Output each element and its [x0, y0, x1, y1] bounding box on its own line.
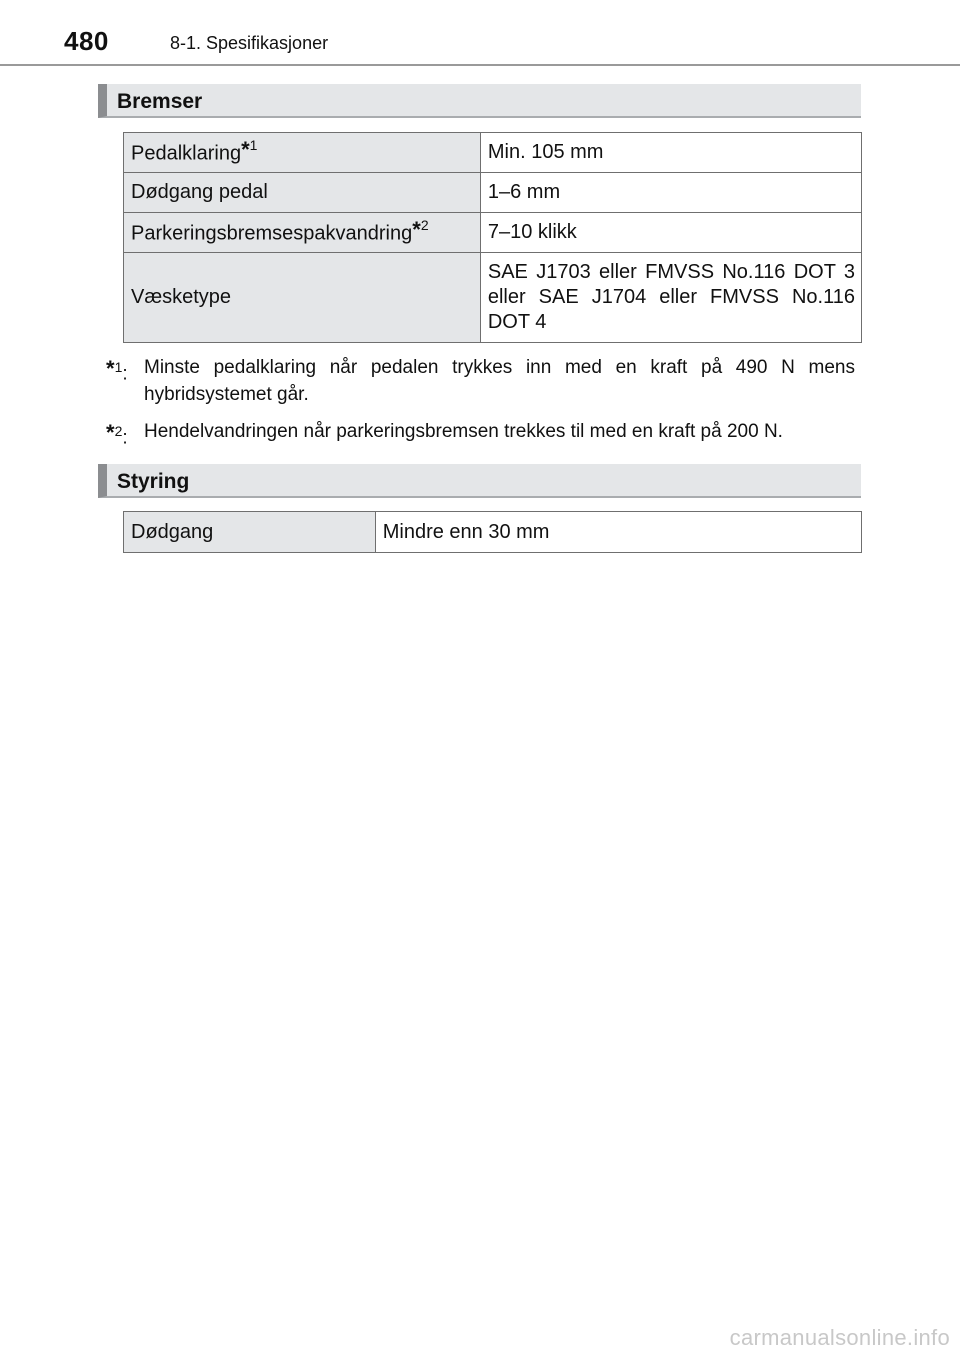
table-row: [124, 512, 862, 553]
footnote-marker: *$^1$:: [106, 356, 128, 385]
footnote-1: [106, 354, 855, 408]
footnote-ref: 2: [420, 217, 429, 234]
spec-value: SAE J1703 eller FMVSS No.116 DOT 3 eller SAE J1704 eller FMVSS No.116 DOT 4: [480, 253, 861, 343]
footnote-2: [106, 418, 855, 449]
footnote-text: Hendelvandringen når parkeringsbremsen trekkes til med en kraft på 200 N.: [144, 421, 783, 442]
spec-label: Væsketype: [124, 253, 481, 343]
header-divider: [0, 64, 960, 66]
footnote-ref: 1: [249, 137, 258, 154]
section-heading-steering: [98, 464, 861, 498]
table-row: [124, 173, 862, 213]
steering-spec-table: [123, 511, 862, 553]
spec-value: Min. 105 mm: [480, 133, 861, 173]
brakes-spec-table: [123, 132, 862, 343]
footnote-marker: *$^2$:: [106, 420, 128, 449]
section-heading-brakes: [98, 84, 861, 118]
chapter-title: 8-1. Spesifikasjoner: [170, 33, 329, 53]
section-title-brakes: Bremser: [117, 90, 203, 113]
spec-label: Parkeringsbremsespakvandring*$^2$: [124, 213, 481, 253]
page-number: 480: [64, 26, 109, 56]
section-title-steering: Styring: [117, 470, 190, 493]
footnote-asterisk: *: [241, 136, 250, 162]
table-row: [124, 213, 862, 253]
page-header: [0, 0, 960, 66]
spec-label: Dødgang pedal: [124, 173, 481, 213]
watermark-text: carmanualsonline.info: [729, 1325, 950, 1350]
spec-label: Pedalklaring*$^1$: [124, 133, 481, 173]
footnote-asterisk: *: [412, 216, 421, 242]
table-row: [124, 133, 862, 173]
table-row: [124, 253, 862, 343]
spec-value: 1–6 mm: [480, 173, 861, 213]
footnote-text: Minste pedalklaring når pedalen trykkes inn med en kraft på 490 N mens hybridsystemet går.: [144, 357, 855, 405]
spec-label: Dødgang: [124, 512, 376, 553]
spec-value: 7–10 klikk: [480, 213, 861, 253]
spec-value: Mindre enn 30 mm: [375, 512, 861, 553]
